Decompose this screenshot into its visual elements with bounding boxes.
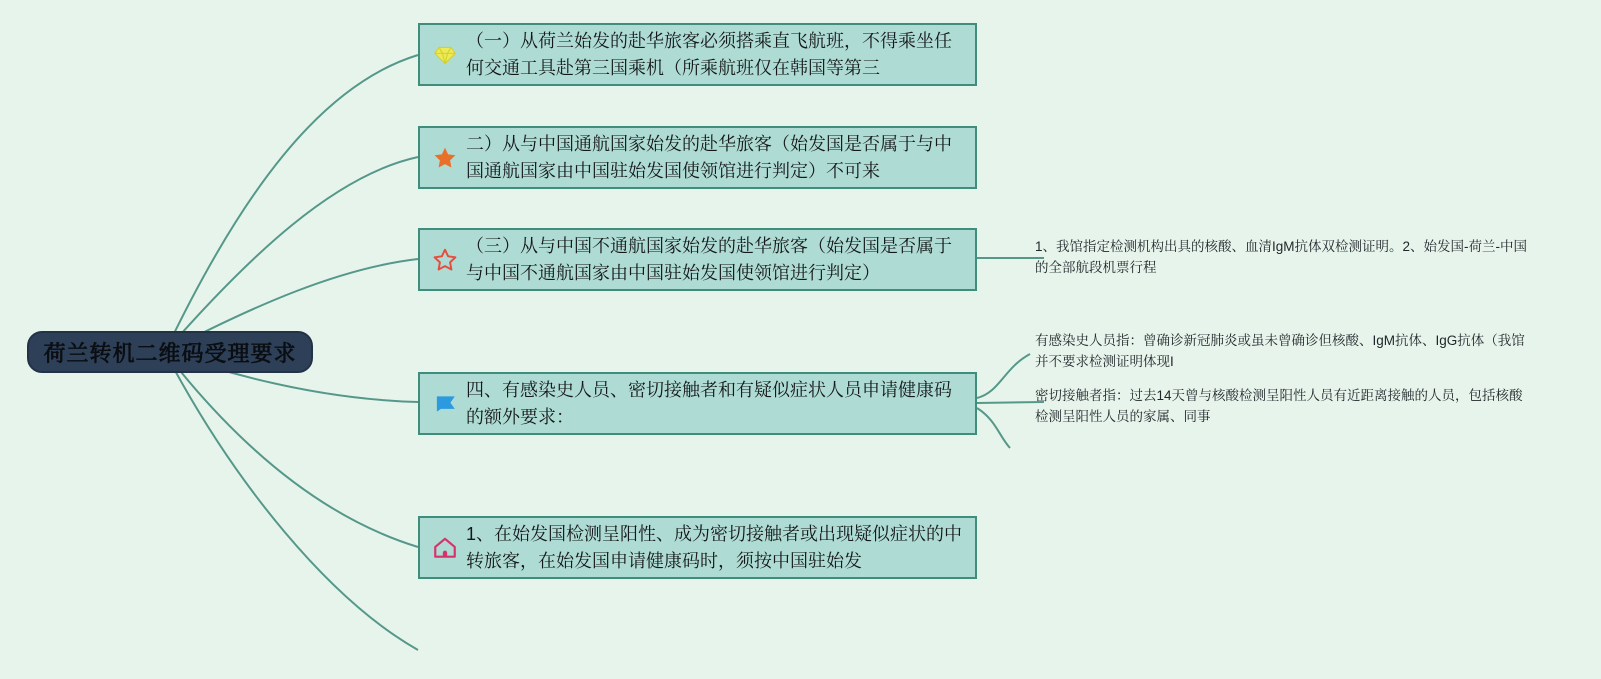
branch-node-5[interactable] xyxy=(418,516,977,579)
root-node[interactable] xyxy=(27,331,313,373)
connector-branch-4-to-offscreen-child xyxy=(977,408,1010,448)
branch-node-2[interactable] xyxy=(418,126,977,189)
branch-node-3-label: （三）从与中国不通航国家始发的赴华旅客（始发国是否属于与中国不通航国家由中国驻始发国使领馆进行判定） xyxy=(466,235,952,283)
home-icon xyxy=(432,535,458,561)
connector-branch-4-to-child-1 xyxy=(977,354,1030,398)
child-node-branch-4-item-1[interactable]: 有感染史人员指：曾确诊新冠肺炎或虽未曾确诊但核酸、IgM抗体、IgG抗体（我馆并不要求检测证明体现I xyxy=(1035,333,1525,369)
connector-root-to-branch-5 xyxy=(165,352,418,547)
branch-node-3[interactable] xyxy=(418,228,977,291)
branch-node-5-label: 1、在始发国检测呈阳性、成为密切接触者或出现疑似症状的中转旅客，在始发国申请健康码时，须按中国驻始发 xyxy=(466,523,963,571)
branch-node-2-label: 二）从与中国通航国家始发的赴华旅客（始发国是否属于与中国通航国家由中国驻始发国使领馆进行判定）不可来 xyxy=(466,133,952,181)
child-node-branch-4-item-2[interactable]: 密切接触者指：过去14天曾与核酸检测呈阳性人员有近距离接触的人员，包括核酸检测呈阳性人员的家属、同事 xyxy=(1035,388,1523,424)
gem-icon xyxy=(432,42,458,68)
connector-root-to-branch-2 xyxy=(165,157,418,352)
branch-node-4[interactable] xyxy=(418,372,977,435)
root-node-label: 荷兰转机二维码受理要求 xyxy=(43,340,297,366)
branch-node-1[interactable] xyxy=(418,23,977,86)
flag-icon xyxy=(432,391,458,417)
star-outline-icon xyxy=(432,247,458,273)
branch-node-1-label: （一）从荷兰始发的赴华旅客必须搭乘直飞航班，不得乘坐任何交通工具赴第三国乘机（所乘航班仅在韩国等第三 xyxy=(466,30,952,78)
star-filled-icon xyxy=(432,145,458,171)
connector-branch-4-to-child-2 xyxy=(977,402,1044,403)
connector-root-to-branch-1 xyxy=(165,55,418,352)
child-node-branch-3-item-1[interactable]: 1、我馆指定检测机构出具的核酸、血清IgM抗体双检测证明。2、始发国-荷兰-中国的全部航段机票行程 xyxy=(1035,239,1528,275)
branch-node-4-label: 四、有感染史人员、密切接触者和有疑似症状人员申请健康码的额外要求： xyxy=(466,379,952,427)
